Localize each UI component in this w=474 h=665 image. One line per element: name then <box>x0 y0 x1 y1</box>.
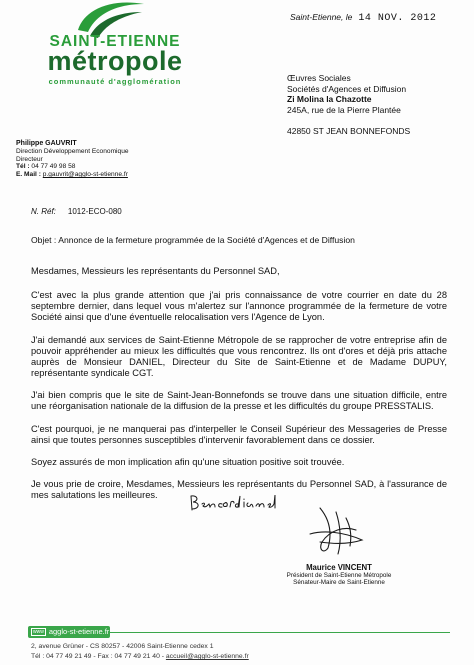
sender-email-label: E. Mail : <box>16 171 41 179</box>
footer-phones: Tél : 04 77 49 21 49 - Fax : 04 77 49 21 40 - <box>31 653 166 660</box>
footer-website-badge[interactable] <box>28 626 110 638</box>
footer-divider <box>110 632 450 633</box>
footer-address: 2, avenue Grüner - CS 80257 - 42006 Saint-Etienne cedex 1 <box>31 643 214 650</box>
footer-www-label: www <box>33 629 44 635</box>
letter-closing: Je vous prie de croire, Mesdames, Messieurs les représentants du Personnel SAD, à l'assurance de mes salutations les meilleures. <box>31 479 447 501</box>
sender-department: Direction Développement Economique <box>16 147 129 155</box>
saint-etienne-metropole-logo <box>20 0 210 92</box>
logo-text-tagline: communauté d'agglomération <box>48 77 182 86</box>
letter-paragraph: C'est pourquoi, je ne manquerai pas d'interpeller le Conseil Supérieur des Messageries de Presse ainsi que toutes personnes susceptibles d'intervenir favorablement dans ce dossier. <box>31 423 447 445</box>
recipient-line: Zi Molina la Chazotte <box>287 94 372 104</box>
reference-label: N. Réf: <box>31 207 56 216</box>
logo-text-metropole: métropole <box>47 46 183 76</box>
logo-text-city: SAINT-ETIENNE <box>49 33 181 50</box>
recipient-address <box>287 73 410 137</box>
footer-website: agglo-st-etienne.fr <box>48 627 110 636</box>
signatory-name: Maurice VINCENT <box>306 563 372 572</box>
sender-phone <box>16 163 129 171</box>
recipient-line: Sociétés d'Agences et Diffusion <box>287 83 407 94</box>
sender-block <box>16 140 129 179</box>
reference-value: 1012-ECO-080 <box>67 207 122 216</box>
signatory-title: Président de Saint-Etienne Métropole <box>286 572 392 579</box>
date-city: Saint-Etienne, le <box>290 12 353 22</box>
sender-phone-value: 04 77 49 98 58 <box>31 163 76 171</box>
signatory-block <box>264 563 414 587</box>
letter-paragraph: J'ai bien compris que le site de Saint-Jean-Bonnefonds se trouve dans une situation difficile, entre une réorganisation nationale de la diffusion de la presse et les difficultés du groupe PRESSTALIS. <box>31 390 447 412</box>
signatory-title: Sénateur-Maire de Saint-Etienne <box>293 579 385 587</box>
recipient-line: 42850 ST JEAN BONNEFONDS <box>287 126 411 136</box>
footer-email-link[interactable]: accueil@agglo-st-etienne.fr <box>165 653 249 660</box>
sender-email <box>16 171 129 179</box>
recipient-line: 245A, rue de la Pierre Plantée <box>287 104 401 115</box>
date-stamp: 14 NOV. 2012 <box>358 13 437 24</box>
footer-contact <box>31 653 249 660</box>
sender-email-link[interactable]: p.gauvrit@agglo-st-etienne.fr <box>42 171 128 179</box>
sender-phone-label: Tél : <box>16 163 30 171</box>
handwritten-note-image <box>188 492 278 514</box>
sender-role: Directeur <box>16 155 43 163</box>
letter-body <box>31 266 447 513</box>
letter-paragraph: J'ai demandé aux services de Saint-Etienne Métropole de se rapprocher de votre entreprise afin de pouvoir appréhender au mieux les difficultés que vous rencontrez. Ils ont d'ores et déjà pris attache auprès de Monsieur DANIEL, Directeur du Site de Saint-Etienne et de Madame DUPUY, représentante syndicale CGT. <box>31 334 447 378</box>
recipient-line: Œuvres Sociales <box>287 73 351 83</box>
sender-name: Philippe GAUVRIT <box>16 140 77 147</box>
letter-paragraph: Soyez assurés de mon implication afin qu'une situation positive soit trouvée. <box>31 456 345 467</box>
reference <box>31 207 122 216</box>
letter-paragraph: C'est avec la plus grande attention que j'ai pris connaissance de votre courrier en date du 28 septembre dernier, dans lequel vous m'alertez sur l'annonce programmée de la fermeture de votre Société ainsi que d'une éventuelle relocalisation vers l'Agence de Lyon. <box>31 290 447 323</box>
letter-salutation: Mesdames, Messieurs les représentants du Personnel SAD, <box>31 266 280 276</box>
letter-date <box>290 12 436 24</box>
letter-subject: Objet : Annonce de la fermeture programmée de la Société d'Agences et de Diffusion <box>31 235 355 245</box>
signature-image <box>300 500 370 558</box>
